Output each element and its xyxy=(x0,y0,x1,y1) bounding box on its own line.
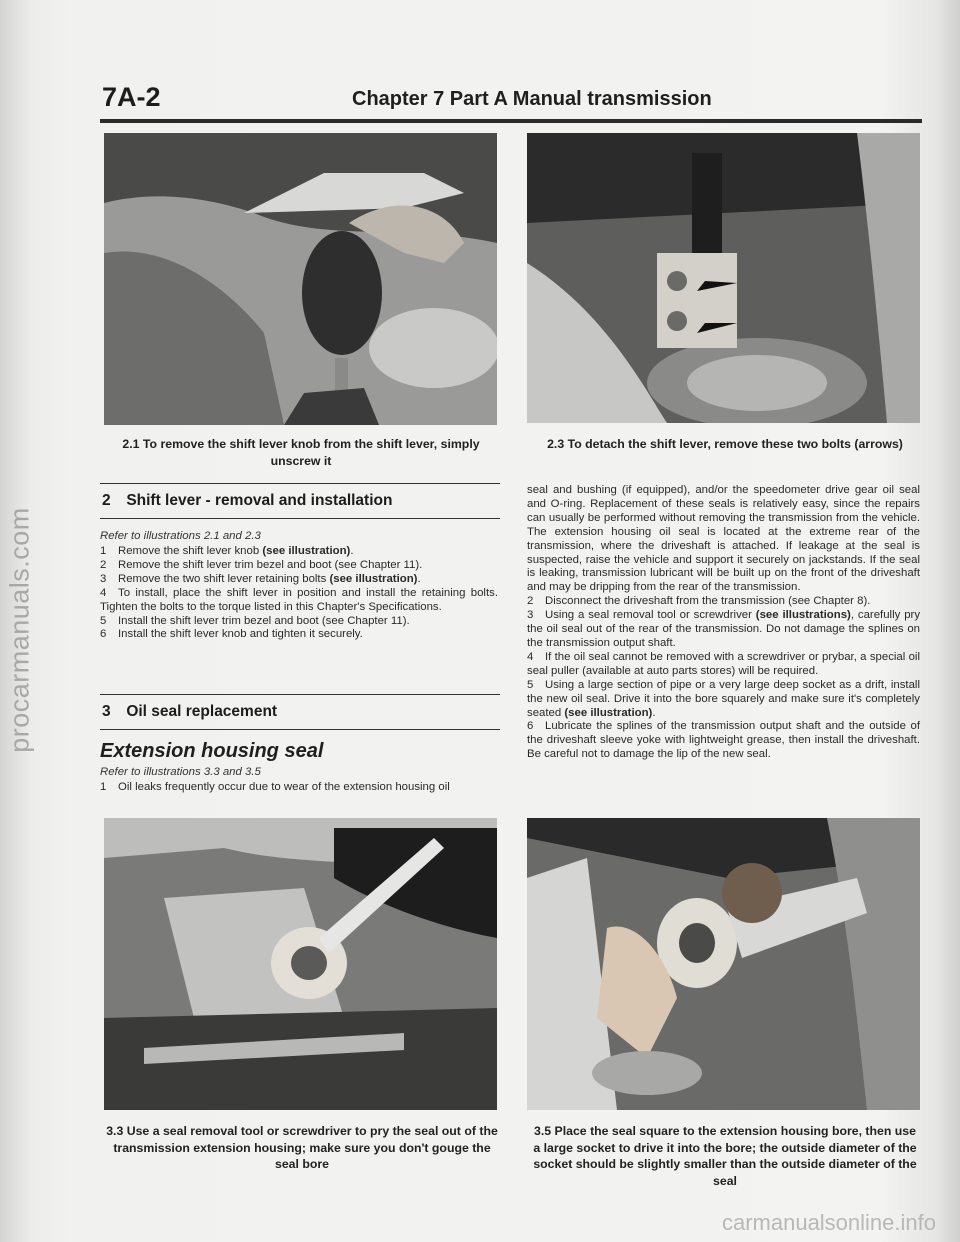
section-3-continuation: seal and bushing (if equipped), and/or the speedometer drive gear oil seal and O-ring. Replacement of these seals is relatively easy, since the repairs can usually be performed without removing the transmission from the vehicle. The extension housing oil seal is located at the extreme rear of the transmission, where the driveshaft is attached. If leakage at the seal is suspected, raise the vehicle and support it securely on jackstands. If the seal is leaking, transmission lubricant will be built up on the front of the driveshaft and may be dripping from the rear of the transmission. xyxy=(527,484,920,594)
photo-shift-knob-image xyxy=(104,133,497,425)
caption-fig-2-3: 2.3 To detach the shift lever, remove these two bolts (arrows) xyxy=(547,437,903,451)
section-3-step: 5 Using a large section of pipe or a very large deep socket as a drift, install the new oil seal. Drive it into the bore squarely and make sure it's completely seated (see illustration). xyxy=(527,678,920,719)
section-2-heading xyxy=(100,483,500,519)
section-3-step: 4 If the oil seal cannot be removed with a screwdriver or prybar, a special oil seal puller (available at auto parts stores) will be required. xyxy=(527,650,920,677)
section-3-refer: Refer to illustrations 3.3 and 3.5 xyxy=(100,766,261,778)
section-2-steps xyxy=(100,545,498,642)
caption-fig-3-5: 3.5 Place the seal square to the extension housing bore, then use a large socket to drive it into the bore; the outside diameter of the socket should be slightly smaller than the outside diameter of the seal xyxy=(533,1124,917,1188)
section-3-step: 6 Lubricate the splines of the transmission output shaft and the outside of the driveshaft sleeve yoke with lightweight grease, then install the driveshaft. Be careful not to damage the lip of the new seal. xyxy=(527,720,920,761)
subhead-extension-housing-seal: Extension housing seal xyxy=(100,740,324,762)
section-2-step: 4 To install, place the shift lever in position and install the retaining bolts. Tighten the bolts to the torque listed in this Chapter's Specifications. xyxy=(100,586,498,613)
section-2-step: 1 Remove the shift lever knob (see illustration). xyxy=(100,545,354,557)
photo-shift-lever-bolts xyxy=(527,133,920,423)
photo-seal-removal xyxy=(104,818,497,1110)
section-3-step: 3 Using a seal removal tool or screwdriver (see illustrations), carefully pry the oil seal out of the rear of the transmission. Do not damage the splines on the transmission output shaft. xyxy=(527,609,921,649)
section-2-title: Shift lever - removal and installation xyxy=(126,492,393,509)
caption-fig-3-3: 3.3 Use a seal removal tool or screwdriver to pry the seal out of the transmission extension housing; make sure you don't gouge the seal bore xyxy=(106,1124,498,1172)
section-2-number: 2 xyxy=(102,492,111,509)
photo-shift-knob xyxy=(104,133,497,425)
section-3-right-column xyxy=(527,484,920,762)
section-3-heading xyxy=(100,694,500,730)
section-3-step-1: 1 Oil leaks frequently occur due to wear of the extension housing oil xyxy=(100,781,450,793)
section-2-step: 6 Install the shift lever knob and tighten it securely. xyxy=(100,628,363,641)
photo-shift-lever-bolts-image xyxy=(527,133,920,423)
photo-seal-removal-image xyxy=(104,818,497,1110)
section-3-title: Oil seal replacement xyxy=(126,703,278,720)
section-3-number: 3 xyxy=(102,703,111,720)
section-3-step: 2 Disconnect the driveshaft from the transmission (see Chapter 8). xyxy=(527,595,871,608)
section-2-step: 2 Remove the shift lever trim bezel and boot (see Chapter 11). xyxy=(100,558,423,571)
photo-seal-install-image xyxy=(527,818,920,1110)
header-rule xyxy=(100,119,922,123)
bottom-watermark: carmanualsonline.info xyxy=(721,1210,936,1235)
page-number: 7A-2 xyxy=(102,82,161,112)
side-watermark: procarmanuals.com xyxy=(4,507,35,753)
running-title: Chapter 7 Part A Manual transmission xyxy=(352,88,712,110)
caption-fig-2-1: 2.1 To remove the shift lever knob from the shift lever, simply unscrew it xyxy=(122,437,480,468)
section-2-step: 5 Install the shift lever trim bezel and boot (see Chapter 11). xyxy=(100,614,410,627)
photo-seal-install xyxy=(527,818,920,1110)
section-2-step: 3 Remove the two shift lever retaining bolts (see illustration). xyxy=(100,572,421,585)
section-2-refer: Refer to illustrations 2.1 and 2.3 xyxy=(100,530,261,542)
